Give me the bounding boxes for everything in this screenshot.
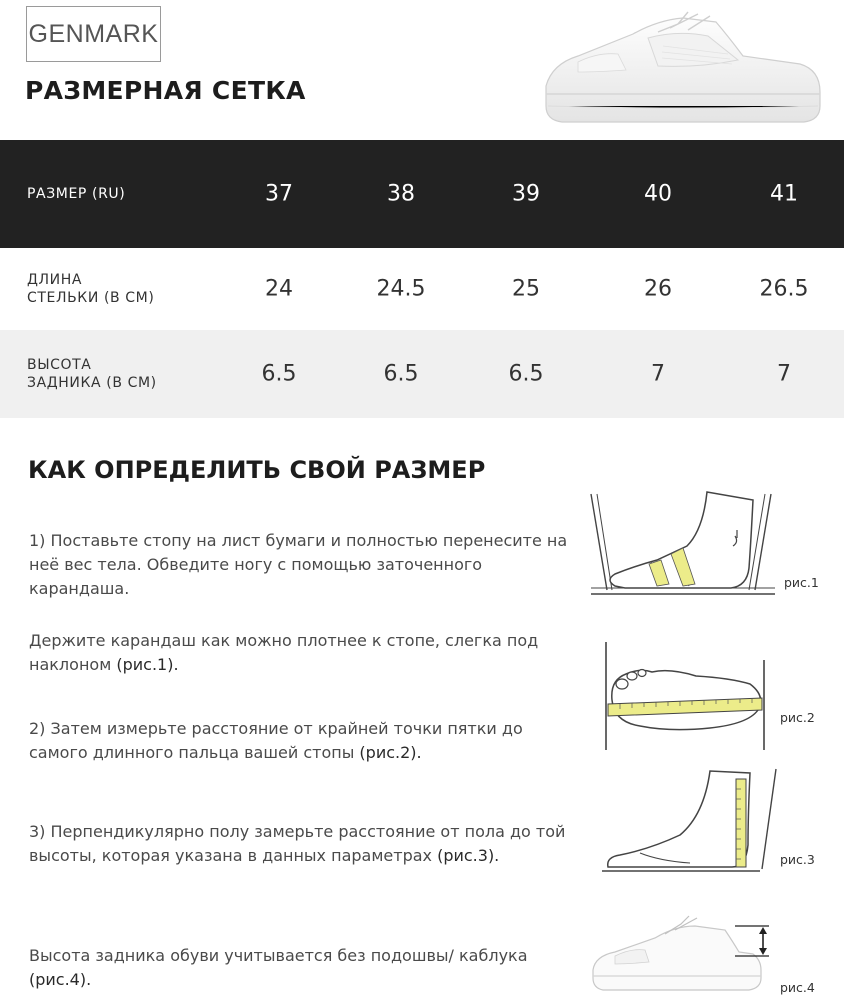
fig3-ref: (рис.3). <box>437 846 500 865</box>
step-1-text <box>29 529 569 601</box>
table-cell: 6.5 <box>261 361 297 387</box>
insole-length-label: ДЛИНА СТЕЛЬКИ (В СМ) <box>27 272 155 306</box>
table-cell: 26 <box>644 276 672 302</box>
sneaker-image <box>538 6 828 130</box>
size-cell: 41 <box>770 181 798 207</box>
size-guide-title: КАК ОПРЕДЕЛИТЬ СВОЙ РАЗМЕР <box>28 456 486 484</box>
fig1-label: рис.1 <box>784 575 819 590</box>
table-cell: 6.5 <box>508 361 544 387</box>
step-pencil-main: Держите карандаш как можно плотнее к стопе, слегка под наклоном <box>29 631 539 674</box>
step-2-text <box>29 717 569 765</box>
fig3-label: рис.3 <box>780 852 815 867</box>
fig1-ref: (рис.1). <box>116 655 179 674</box>
fig2-label: рис.2 <box>780 710 815 725</box>
fig4-label: рис.4 <box>780 980 815 995</box>
fig4-sneaker-height-illustration <box>585 912 785 996</box>
step-4-text <box>29 944 569 992</box>
brand-logo: GENMARK <box>26 6 161 62</box>
table-cell: 26.5 <box>759 276 809 302</box>
table-header-row <box>0 140 844 248</box>
insole-length-row <box>0 248 844 330</box>
table-cell: 7 <box>777 361 791 387</box>
step-2-main: 2) Затем измерьте расстояние от крайней точки пятки до самого длинного пальца вашей стопы <box>29 719 523 762</box>
step-4-main: Высота задника обуви учитывается без подошвы/ каблука <box>29 946 528 965</box>
step-pencil-text <box>29 629 569 677</box>
size-cell: 38 <box>387 181 415 207</box>
heel-height-row <box>0 330 844 418</box>
fig2-foot-length-illustration <box>600 640 775 752</box>
table-cell: 7 <box>651 361 665 387</box>
size-cell: 40 <box>644 181 672 207</box>
size-cell: 37 <box>265 181 293 207</box>
size-ru-label: РАЗМЕР (RU) <box>27 186 126 202</box>
size-table <box>0 140 844 418</box>
fig1-foot-tracing-illustration <box>585 490 780 602</box>
fig4-ref: (рис.4). <box>29 970 92 989</box>
size-cell: 39 <box>512 181 540 207</box>
fig2-ref: (рис.2). <box>359 743 422 762</box>
step-1-main: 1) Поставьте стопу на лист бумаги и полностью перенесите на неё вес тела. Обведите ногу с помощью заточенного карандаша. <box>29 531 568 598</box>
table-cell: 25 <box>512 276 540 302</box>
heel-height-label: ВЫСОТА ЗАДНИКА (В СМ) <box>27 357 157 391</box>
table-cell: 6.5 <box>383 361 419 387</box>
table-cell: 24 <box>265 276 293 302</box>
fig3-heel-height-illustration <box>600 765 780 875</box>
step-3-text <box>29 820 569 868</box>
step-3-main: 3) Перпендикулярно полу замерьте расстояние от пола до той высоты, которая указана в данных параметрах <box>29 822 566 865</box>
table-cell: 24.5 <box>376 276 426 302</box>
page-title: РАЗМЕРНАЯ СЕТКА <box>25 76 306 105</box>
